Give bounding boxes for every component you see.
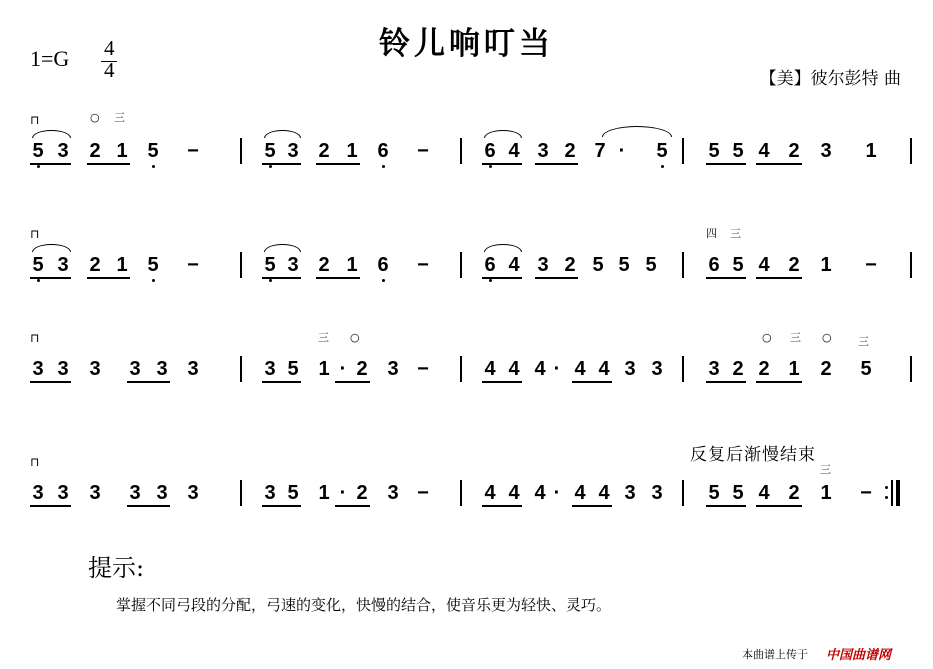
note: 2: [788, 140, 800, 162]
note: 2: [564, 140, 576, 162]
note: 4: [508, 140, 520, 162]
down-bow-mark: ⊓: [30, 113, 40, 127]
note: 1: [116, 254, 128, 276]
note: 3: [57, 358, 69, 380]
barline: [460, 480, 462, 506]
barline: [910, 252, 912, 278]
note: 3: [264, 482, 276, 504]
beam-line: [262, 505, 301, 507]
low-octave-dot: [37, 279, 40, 282]
note: 6: [708, 254, 720, 276]
note: 2: [820, 358, 832, 380]
beam-line: [482, 381, 522, 383]
note: 3: [187, 358, 199, 380]
note: 3: [651, 482, 663, 504]
sustain-dash: −: [417, 254, 429, 276]
note: 4: [758, 482, 770, 504]
note: 1: [865, 140, 877, 162]
beam-line: [756, 163, 802, 165]
note: 2: [758, 358, 770, 380]
note: 3: [287, 140, 299, 162]
note: 3: [624, 358, 636, 380]
beam-line: [30, 277, 71, 279]
note: 2: [732, 358, 744, 380]
beam-line: [706, 277, 746, 279]
sustain-dash: −: [417, 482, 429, 504]
note: 4: [484, 358, 496, 380]
beam-line: [127, 381, 170, 383]
beam-line: [572, 381, 612, 383]
note: 5: [147, 140, 159, 162]
low-octave-dot: [489, 279, 492, 282]
composer-credit: 【美】彼尔彭特 曲: [759, 69, 901, 89]
key-signature: 1=G: [30, 46, 70, 71]
slur: [32, 244, 71, 252]
note: 3: [156, 482, 168, 504]
note: 3: [287, 254, 299, 276]
slur: [602, 126, 672, 137]
note: 3: [387, 482, 399, 504]
beam-line: [262, 163, 301, 165]
repeat-dot: [885, 486, 888, 489]
note: 3: [537, 140, 549, 162]
repeat-thin-line: [891, 480, 893, 506]
note: 2: [356, 482, 368, 504]
site-logo[interactable]: 中国曲谱网: [826, 648, 892, 663]
note: 3: [537, 254, 549, 276]
note: 3: [129, 482, 141, 504]
note: 3: [820, 140, 832, 162]
note: 4: [508, 482, 520, 504]
fingering-three: 三: [114, 111, 125, 124]
low-octave-dot: [382, 165, 385, 168]
beam-line: [30, 505, 71, 507]
note: 2: [318, 254, 330, 276]
note: 3: [624, 482, 636, 504]
beam-line: [535, 163, 578, 165]
beam-line: [262, 277, 301, 279]
note: 2: [356, 358, 368, 380]
beam-line: [30, 163, 71, 165]
barline: [910, 356, 912, 382]
down-bow-mark: ⊓: [30, 331, 40, 345]
slur: [32, 130, 71, 138]
sustain-dash: −: [417, 140, 429, 162]
low-octave-dot: [152, 165, 155, 168]
barline: [240, 480, 242, 506]
note: 4: [534, 482, 546, 504]
low-octave-dot: [37, 165, 40, 168]
footer-uploaded: 本曲谱上传于: [742, 648, 808, 661]
note: 5: [592, 254, 604, 276]
note: 3: [57, 254, 69, 276]
note: 5: [708, 140, 720, 162]
repeat-dot: [885, 496, 888, 499]
fingering-open: ○: [350, 331, 360, 344]
beam-line: [335, 381, 370, 383]
beam-line: [482, 163, 522, 165]
note: 1: [318, 358, 330, 380]
beam-line: [316, 277, 360, 279]
beam-line: [756, 277, 802, 279]
note: 3: [387, 358, 399, 380]
beam-line: [335, 505, 370, 507]
beam-line: [535, 277, 578, 279]
note: 2: [788, 482, 800, 504]
sustain-dash: −: [187, 254, 199, 276]
barline: [682, 356, 684, 382]
note: 4: [574, 358, 586, 380]
note: 4: [574, 482, 586, 504]
note: ·: [553, 482, 561, 504]
sustain-dash: −: [865, 254, 877, 276]
beam-line: [482, 505, 522, 507]
note: 5: [264, 254, 276, 276]
beam-line: [706, 505, 746, 507]
note: 5: [618, 254, 630, 276]
slur: [484, 130, 522, 138]
note: 5: [656, 140, 668, 162]
note: 4: [758, 254, 770, 276]
note: 5: [287, 358, 299, 380]
note: 4: [598, 482, 610, 504]
sustain-dash: −: [417, 358, 429, 380]
note: 4: [534, 358, 546, 380]
score-title: 铃儿响叮当: [379, 26, 554, 62]
note: 3: [89, 358, 101, 380]
fingering-open: ○: [822, 331, 832, 344]
note: 3: [156, 358, 168, 380]
note: 6: [484, 254, 496, 276]
barline: [460, 252, 462, 278]
barline: [682, 138, 684, 164]
note: 3: [32, 358, 44, 380]
time-signature-bottom: 4: [104, 58, 115, 82]
note: 3: [651, 358, 663, 380]
sustain-dash: −: [860, 482, 872, 504]
final-repeat-barline: [896, 480, 900, 506]
note: 1: [346, 254, 358, 276]
note: 5: [732, 140, 744, 162]
note: 5: [264, 140, 276, 162]
note: 2: [788, 254, 800, 276]
note: 1: [820, 482, 832, 504]
note: 6: [377, 140, 389, 162]
note: 1: [788, 358, 800, 380]
note: 5: [147, 254, 159, 276]
note: 1: [318, 482, 330, 504]
note: 5: [708, 482, 720, 504]
note: 4: [598, 358, 610, 380]
low-octave-dot: [661, 165, 664, 168]
low-octave-dot: [152, 279, 155, 282]
barline: [910, 138, 912, 164]
beam-line: [572, 505, 612, 507]
beam-line: [706, 381, 746, 383]
note: 3: [129, 358, 141, 380]
barline: [240, 252, 242, 278]
beam-line: [756, 505, 802, 507]
note: 3: [32, 482, 44, 504]
note: 3: [57, 140, 69, 162]
note: ·: [339, 482, 347, 504]
note: 2: [89, 254, 101, 276]
repeat-instruction: 反复后渐慢结束: [690, 445, 816, 465]
note: 6: [377, 254, 389, 276]
down-bow-mark: ⊓: [30, 455, 40, 469]
fingering-three: 三: [858, 335, 869, 348]
fingering-open: ○: [90, 111, 100, 124]
barline: [682, 252, 684, 278]
note: 1: [820, 254, 832, 276]
note: 7: [594, 140, 606, 162]
note: 3: [708, 358, 720, 380]
fingering-open: ○: [762, 331, 772, 344]
note: 3: [89, 482, 101, 504]
note: 3: [187, 482, 199, 504]
beam-line: [316, 163, 360, 165]
beam-line: [87, 277, 130, 279]
barline: [682, 480, 684, 506]
fingering-three: 三: [318, 331, 329, 344]
beam-line: [262, 381, 301, 383]
note: 1: [116, 140, 128, 162]
note: 5: [732, 254, 744, 276]
note: 2: [564, 254, 576, 276]
low-octave-dot: [382, 279, 385, 282]
slur: [264, 130, 301, 138]
note: 5: [32, 140, 44, 162]
note: 4: [508, 254, 520, 276]
note: 5: [32, 254, 44, 276]
note: ·: [553, 358, 561, 380]
note: 4: [484, 482, 496, 504]
time-signature-top: 4: [104, 36, 115, 60]
note: 6: [484, 140, 496, 162]
tip-heading: 提示:: [88, 554, 145, 582]
low-octave-dot: [269, 165, 272, 168]
barline: [240, 356, 242, 382]
beam-line: [482, 277, 522, 279]
low-octave-dot: [489, 165, 492, 168]
note: ·: [339, 358, 347, 380]
note: 3: [264, 358, 276, 380]
fingering-three: 三: [820, 463, 831, 476]
sustain-dash: −: [187, 140, 199, 162]
fingering-three: 三: [730, 227, 741, 240]
note: ·: [618, 140, 626, 162]
note: 4: [508, 358, 520, 380]
note: 5: [287, 482, 299, 504]
note: 5: [860, 358, 872, 380]
note: 5: [732, 482, 744, 504]
note: 4: [758, 140, 770, 162]
beam-line: [706, 163, 746, 165]
tip-body: 掌握不同弓段的分配，弓速的变化，快慢的结合，使音乐更为轻快、灵巧。: [116, 596, 612, 614]
slur: [484, 244, 522, 252]
note: 5: [645, 254, 657, 276]
note: 2: [318, 140, 330, 162]
beam-line: [87, 163, 130, 165]
note: 1: [346, 140, 358, 162]
slur: [264, 244, 301, 252]
barline: [460, 356, 462, 382]
down-bow-mark: ⊓: [30, 227, 40, 241]
note: 2: [89, 140, 101, 162]
low-octave-dot: [269, 279, 272, 282]
barline: [240, 138, 242, 164]
fingering-four: 四: [706, 227, 717, 240]
beam-line: [127, 505, 170, 507]
beam-line: [756, 381, 802, 383]
barline: [460, 138, 462, 164]
note: 3: [57, 482, 69, 504]
fingering-three: 三: [790, 331, 801, 344]
beam-line: [30, 381, 71, 383]
